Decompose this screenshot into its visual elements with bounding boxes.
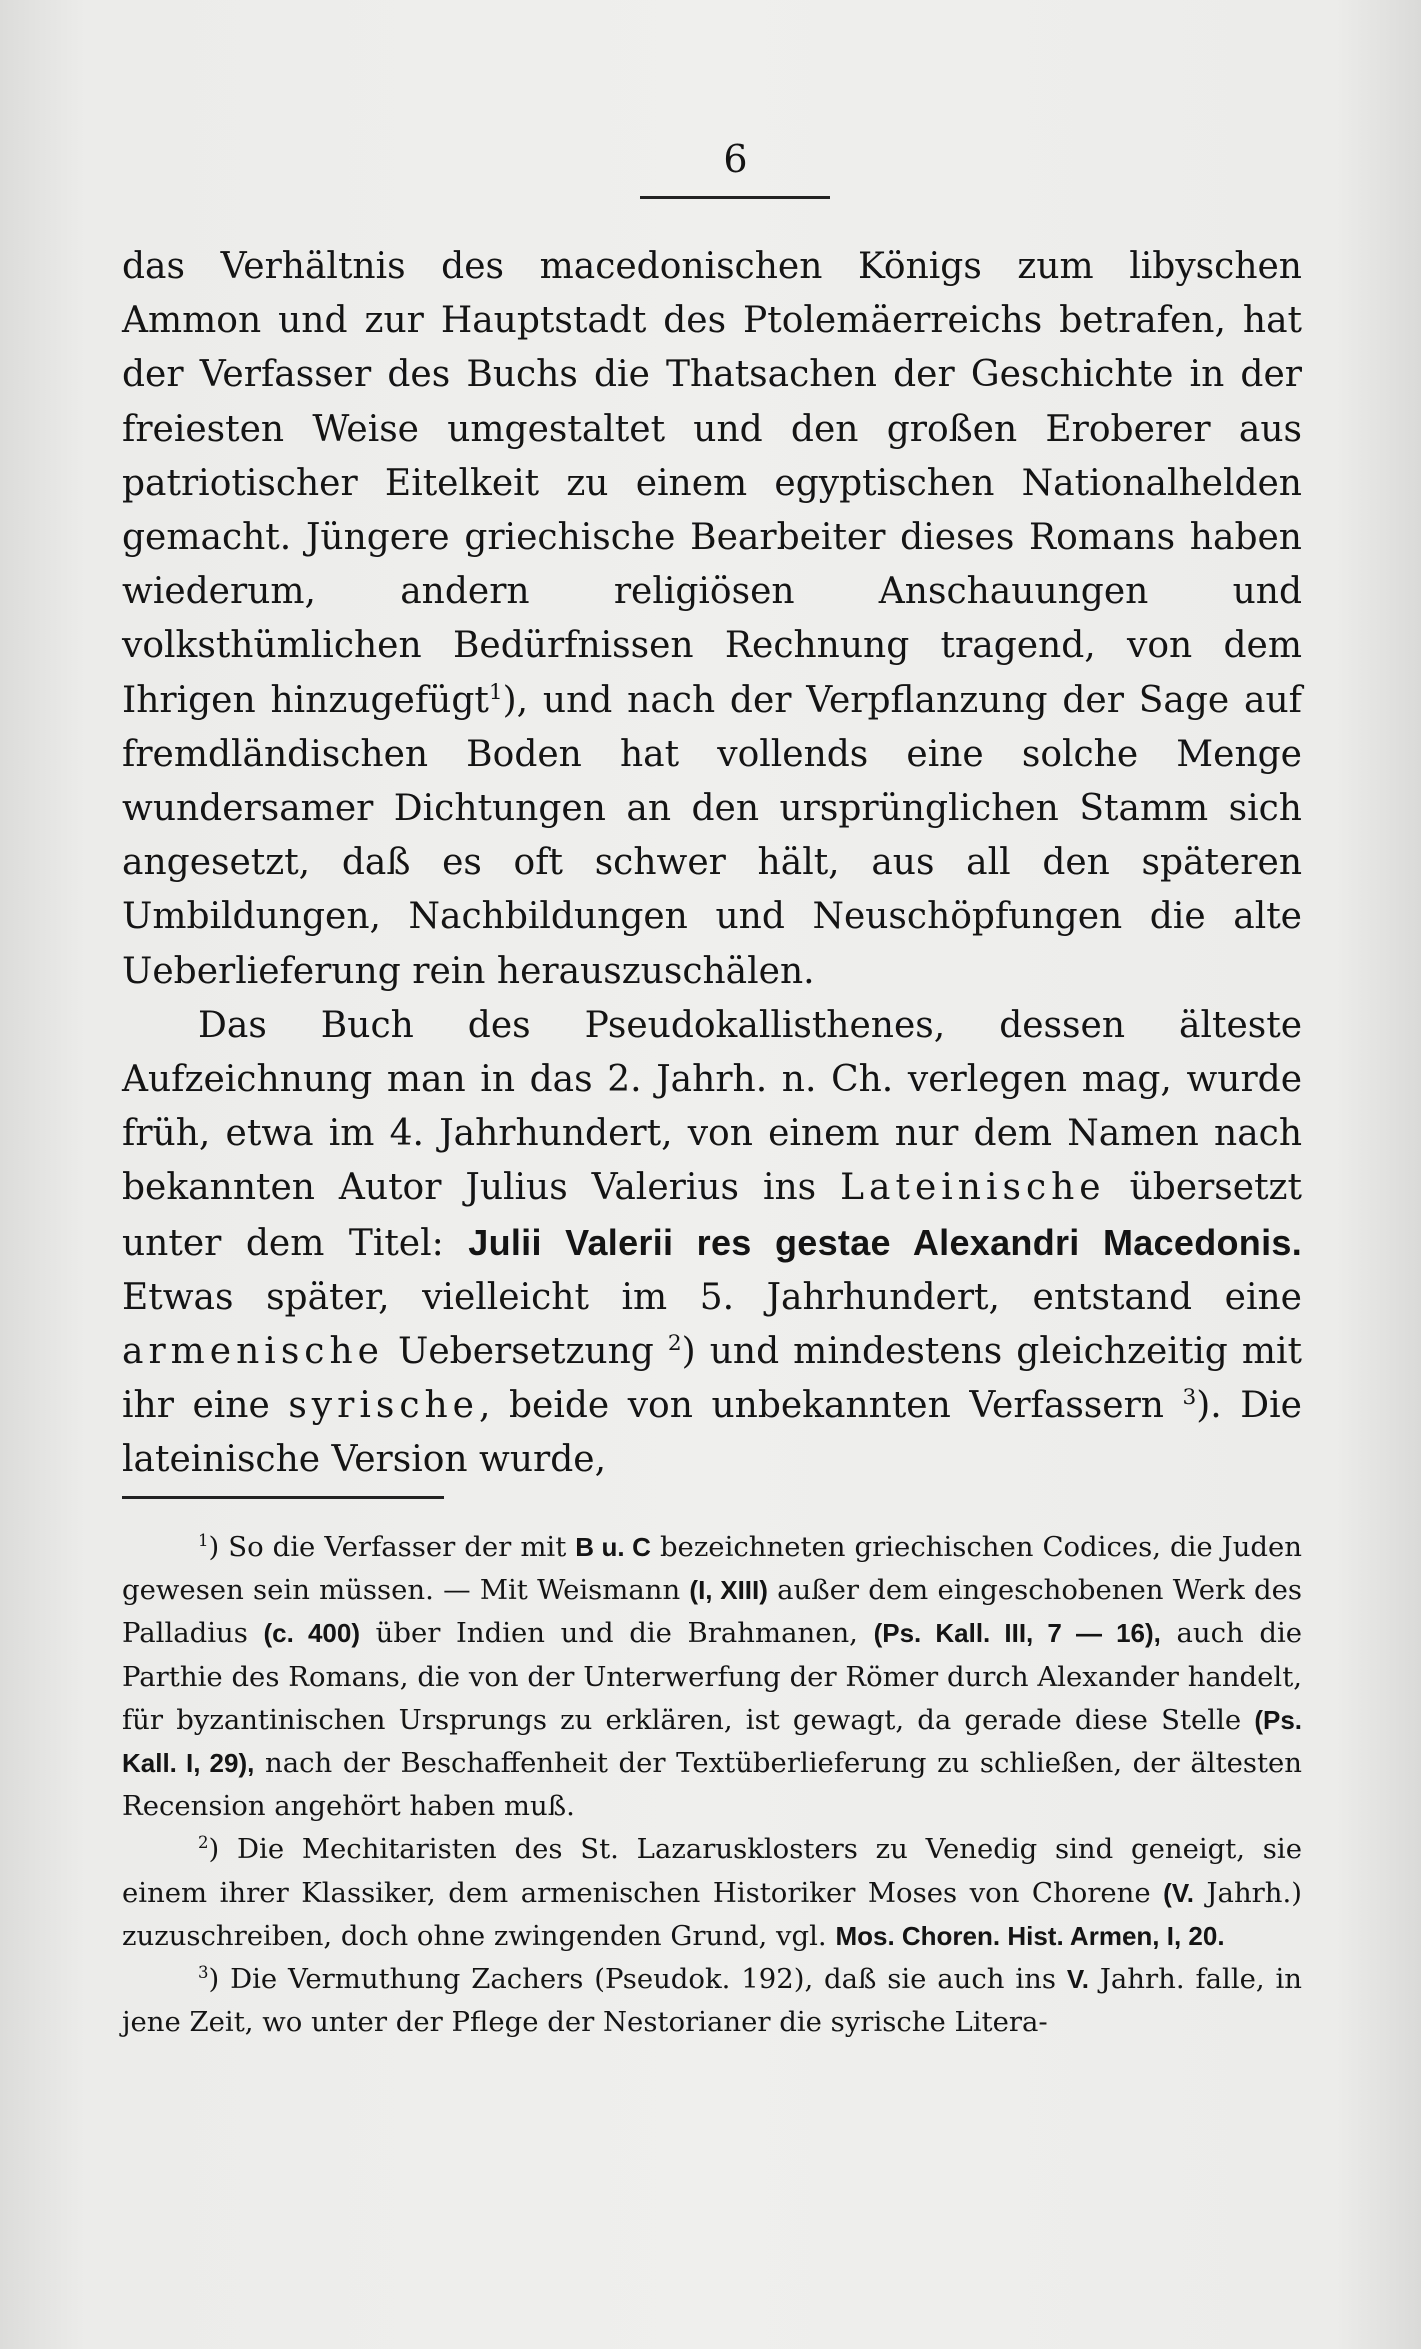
emphasis-lateinische: Lateinische	[840, 1167, 1106, 1209]
footnote-3-text-b: Jahrh. falle, in jene Zeit, wo unter der Pflege der Nestorianer die syrische Litera-	[122, 1963, 1302, 2039]
page-header	[0, 137, 1421, 181]
page-number: 6	[723, 137, 748, 181]
footnote-1-ref-1: (I, XIII)	[689, 1575, 768, 1606]
emphasis-armenische: armenische	[122, 1331, 384, 1373]
footnotes	[122, 1526, 1302, 2044]
paragraph-1-text: das Verhältnis des macedonischen Königs zum libyschen Ammon und zur Hauptstadt des Ptolemäerreichs betrafen, hat der Verfasser des Buchs die Thatsachen der Geschichte in der freiesten Weise umgestaltet und den großen Eroberer aus patriotischer Eitelkeit zu einem egyptischen Nationalhelden gemacht. Jüngere griechische Bearbeiter dieses Romans haben wiederum, andern religiösen Anschauungen und volksthümlichen Bedürfnissen Rechnung tragend, von dem Ihrigen hinzugefügt	[122, 246, 1302, 721]
paragraph-1	[122, 240, 1302, 999]
main-text	[122, 240, 1302, 1488]
footnote-1-ref-2: (c. 400)	[263, 1618, 361, 1649]
footnote-ref-1: 1	[488, 679, 503, 705]
paragraph-2-text-g: ). Die lateinische Version wurde,	[122, 1385, 1302, 1481]
paragraph-2-text-e: ) und mindestens gleichzeitig mit ihr eine	[122, 1331, 1302, 1427]
footnote-1-ref-3: (Ps. Kall. III, 7 — 16),	[873, 1618, 1161, 1649]
paragraph-2-text-a: Das Buch des Pseudokallisthenes, dessen älteste Aufzeichnung man in das 2. Jahrh. n. Ch. verlegen mag, wurde früh, etwa im 4. Jahrhundert, von einem nur dem Namen nach bekannten Autor Julius Valerius ins	[122, 1004, 1302, 1209]
footnote-1-text-c: außer dem eingeschobenen Werk des Palladius	[122, 1574, 1303, 1650]
paragraph-2-text-c: Etwas später, vielleicht im 5. Jahrhundert, entstand eine	[122, 1276, 1302, 1318]
paragraph-2-text-f: , beide von unbekannten Verfassern	[478, 1385, 1164, 1427]
footnote-3	[122, 1958, 1302, 2044]
latin-title: Julii Valerii res gestae Alexandri Macedonis.	[468, 1221, 1302, 1263]
footnote-1-text-d: über Indien und die Brahmanen,	[375, 1617, 858, 1650]
emphasis-syrische: syrische	[288, 1385, 479, 1427]
footnote-2-mark: 2	[198, 1833, 209, 1853]
footnote-rule	[122, 1496, 444, 1499]
footnote-2-text-a: ) Die Mechitaristen des St. Lazarusklosters zu Venedig sind geneigt, sie einem ihrer Klassiker, dem armenischen Historiker Moses von Chorene	[122, 1833, 1302, 1909]
footnote-1-text-f: nach der Beschaffenheit der Textüberlieferung zu schließen, der ältesten Recension angehört haben muß.	[122, 1747, 1302, 1823]
footnote-2-text-b: Jahrh.) zuzuschreiben, doch ohne zwingenden Grund, vgl.	[122, 1876, 1302, 1952]
footnote-1-text-a: ) So die Verfasser der mit	[208, 1531, 567, 1563]
footnote-3-ref: V.	[1066, 1964, 1090, 1995]
footnote-2-ref-2: Mos. Choren. Hist. Armen, I, 20.	[835, 1920, 1225, 1951]
footnote-3-text-a: ) Die Vermuthung Zachers (Pseudok. 192), daß sie auch ins	[208, 1963, 1056, 1996]
footnote-2	[122, 1828, 1302, 1958]
paragraph-2	[122, 999, 1302, 1488]
paragraph-2-text-b: übersetzt unter dem Titel:	[122, 1167, 1302, 1264]
footnote-1	[122, 1526, 1302, 1828]
footnote-ref-2: 2	[667, 1331, 682, 1357]
footnote-1-sigla: B u. C	[575, 1532, 651, 1562]
footnote-1-text-b: bezeichneten griechischen Codices, die Juden gewesen sein müssen. — Mit Weismann	[122, 1531, 1302, 1607]
footnote-1-ref-4: (Ps. Kall. I, 29),	[122, 1704, 1302, 1779]
footnote-ref-3: 3	[1182, 1385, 1197, 1411]
footnote-3-mark: 3	[198, 1962, 209, 1982]
footnote-1-text-e: auch die Parthie des Romans, die von der Unterwerfung der Römer durch Alexander handelt, für byzantinischen Ursprungs zu erklären, ist gewagt, da gerade diese Stelle	[122, 1617, 1303, 1736]
footnote-1-mark: 1	[198, 1530, 209, 1550]
header-rule	[640, 196, 830, 199]
paragraph-1-text-cont: ), und nach der Verpflanzung der Sage auf fremdländischen Boden hat vollends eine solche Menge wundersamer Dichtungen an den ursprünglichen Stamm sich angesetzt, daß es oft schwer hält, aus all den späteren Umbildungen, Nachbildungen und Neuschöpfungen die alte Ueberlieferung rein herauszuschälen.	[122, 679, 1302, 992]
footnote-2-ref-1: (V.	[1163, 1877, 1195, 1908]
paragraph-2-text-d: Uebersetzung	[398, 1331, 654, 1373]
